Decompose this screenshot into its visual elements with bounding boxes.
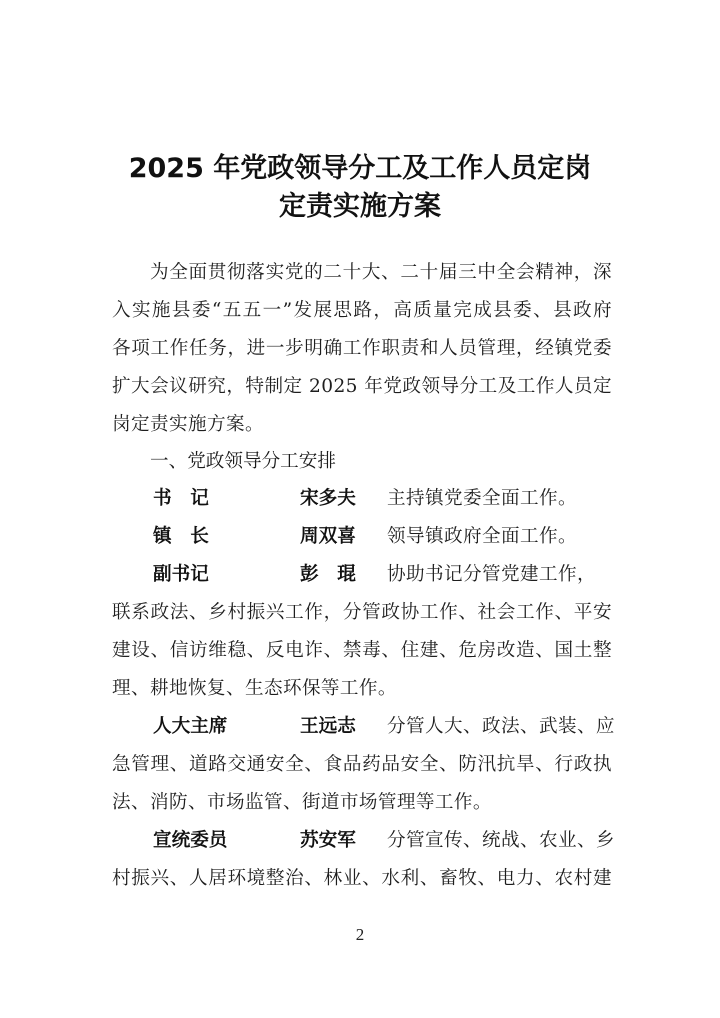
role-title: 副书记 xyxy=(153,564,209,585)
deputy-secretary-duty-line-2: 联系政法、乡村振兴工作，分管政协工作、社会工作、平安 xyxy=(112,602,612,623)
intro-line-4: 扩大会议研究，特制定 2025 年党政领导分工及工作人员定 xyxy=(112,376,612,397)
person-name: 周双喜 xyxy=(300,526,356,547)
propaganda-member-duty-line-2: 村振兴、人居环境整治、林业、水利、畜牧、电力、农村建 xyxy=(112,868,612,889)
person-name: 王远志 xyxy=(300,716,356,737)
person-name: 宋多夫 xyxy=(300,488,356,509)
section-heading-leadership-assignment: 一、党政领导分工安排 xyxy=(150,451,336,472)
duty-text: 领导镇政府全面工作。 xyxy=(387,526,577,547)
assignment-secretary xyxy=(0,484,720,514)
person-name: 苏安军 xyxy=(300,830,356,851)
duty-text: 主持镇党委全面工作。 xyxy=(387,488,577,509)
intro-line-5: 岗定责实施方案。 xyxy=(112,414,264,435)
deputy-secretary-duty-line-3: 建设、信访维稳、反电诈、禁毒、住建、危房改造、国土整 xyxy=(112,640,612,661)
role-title: 书 记 xyxy=(153,488,209,509)
role-title: 宣统委员 xyxy=(153,830,228,851)
duty-text: 分管人大、政法、武装、应 xyxy=(387,716,615,737)
duty-text: 协助书记分管党建工作， xyxy=(387,564,596,585)
document-title-line-2: 定责实施方案 xyxy=(279,191,441,222)
intro-line-3: 各项工作任务，进一步明确工作职责和人员管理，经镇党委 xyxy=(112,338,612,359)
role-title: 人大主席 xyxy=(153,716,228,737)
npc-chairman-duty-line-2: 急管理、道路交通安全、食品药品安全、防汛抗旱、行政执 xyxy=(112,754,612,775)
assignment-deputy-secretary xyxy=(0,560,720,590)
npc-chairman-duty-line-3: 法、消防、市场监管、街道市场管理等工作。 xyxy=(112,792,492,813)
deputy-secretary-duty-line-4: 理、耕地恢复、生态环保等工作。 xyxy=(112,678,397,699)
assignment-propaganda-united-front-member xyxy=(0,826,720,856)
intro-line-1: 为全面贯彻落实党的二十大、二十届三中全会精神，深 xyxy=(150,262,612,283)
intro-line-2: 入实施县委“五五一”发展思路，高质量完成县委、县政府 xyxy=(112,300,612,321)
document-title-line-1: 2025 年党政领导分工及工作人员定岗 xyxy=(128,153,592,184)
page-number: 2 xyxy=(355,925,365,944)
duty-text: 分管宣传、统战、农业、乡 xyxy=(387,830,615,851)
assignment-npc-chairman xyxy=(0,712,720,742)
role-title: 镇 长 xyxy=(153,526,209,547)
assignment-town-mayor xyxy=(0,522,720,552)
person-name: 彭 琨 xyxy=(300,564,356,585)
